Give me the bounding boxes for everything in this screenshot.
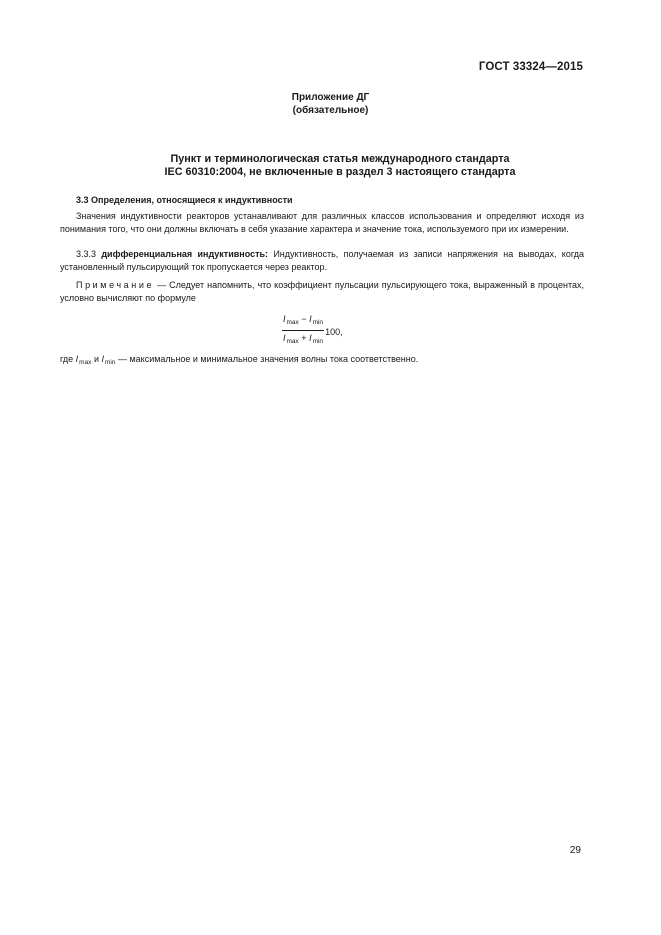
note-label: Примечание [76, 280, 155, 290]
paragraph-differential-inductance [60, 248, 584, 273]
fraction-bar [282, 330, 324, 331]
formula-explanation: где $I_{max}$ и $I_{min}$ — максимальное и минимальное значения волны тока соответственно. [60, 354, 419, 366]
paragraph-inductance-values: Значения индуктивности реакторов устанавливают для различных классов использования и определяют исходя из понимания того, что они должны включать в себя указание характера и значение тока, используемого при их измерении. [60, 211, 584, 234]
term-label: дифференциальная индуктивность: [101, 249, 269, 259]
appendix-title: Приложение ДГ [291, 92, 370, 103]
note-text: — Следует напомнить, что коэффициент пульсации пульсирующего тока, выраженный в процентах, условно вычисляют по формуле [60, 280, 584, 303]
section-title: 3.3 Определения, относящиеся к индуктивности [76, 195, 293, 205]
page-number: 29 [569, 845, 581, 856]
formula-denominator: $I_{max} + I_{min}$ [283, 333, 324, 345]
note-paragraph [60, 279, 584, 304]
heading-line-1: Пункт и терминологическая статья международного стандарта [170, 153, 510, 165]
term-definition: Индуктивность, получаемая из записи напряжения на выводах, когда установленный пульсирующий ток пропускается через реактор. [60, 249, 584, 272]
heading-line-2: IEC 60310:2004, не включенные в раздел 3 настоящего стандарта [164, 166, 516, 178]
formula-numerator: $I_{max} - I_{min}$ [283, 314, 324, 326]
appendix-status: (обязательное) [292, 104, 369, 116]
ripple-formula [282, 313, 343, 348]
appendix-header [0, 92, 661, 117]
formula-fraction [282, 313, 324, 348]
clause-number: 3.3.3 [76, 249, 97, 259]
appendix-heading [60, 153, 620, 179]
formula-coefficient: 100, [325, 326, 343, 337]
document-code: ГОСТ 33324—2015 [478, 61, 583, 73]
